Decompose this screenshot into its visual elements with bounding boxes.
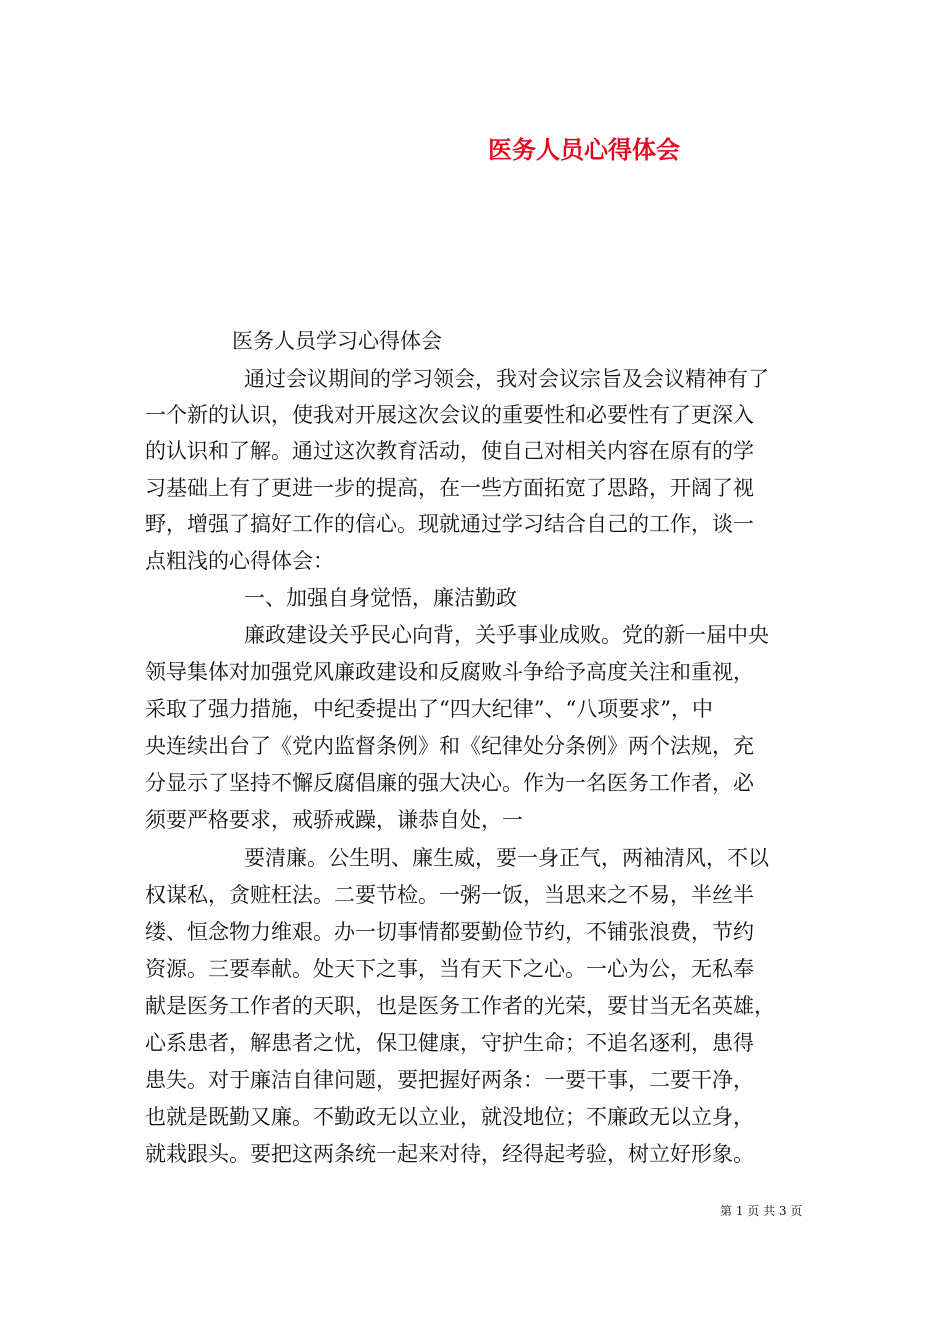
subtitle-line: 医务人员学习心得体会 — [232, 329, 442, 353]
body-line: 领导集体对加强党风廉政建设和反腐败斗争给予高度关注和重视， — [145, 660, 754, 684]
body-line: 的认识和了解。通过这次教育活动，使自己对相关内容在原有的学 — [145, 439, 754, 463]
body-line: 要清廉。公生明、廉生威，要一身正气，两袖清风，不以 — [244, 846, 769, 870]
body-line: 患失。对于廉洁自律问题，要把握好两条：一要干事，二要干净， — [145, 1068, 754, 1092]
body-line: 央连续出台了《党内监督条例》和《纪律处分条例》两个法规，充 — [145, 734, 754, 758]
body-line: 分显示了坚持不懈反腐倡廉的强大决心。作为一名医务工作者，必 — [145, 771, 754, 795]
document-title: 医务人员心得体会 — [488, 135, 680, 164]
body-line: 野，增强了搞好工作的信心。现就通过学习结合自己的工作，谈一 — [145, 512, 754, 536]
page-footer: 第 1 页 共 3 页 — [720, 1204, 803, 1218]
body-line: 通过会议期间的学习领会，我对会议宗旨及会议精神有了 — [244, 367, 769, 391]
body-line: 权谋私，贪赃枉法。二要节检。一粥一饭，当思来之不易，半丝半 — [145, 883, 754, 907]
body-line: 献是医务工作者的天职，也是医务工作者的光荣，要甘当无名英雄， — [145, 994, 775, 1018]
body-line: 采取了强力措施，中纪委提出了“四大纪律”、“八项要求”，中 — [145, 697, 713, 721]
body-line: 心系患者，解患者之忧，保卫健康，守护生命；不追名逐利，患得 — [145, 1031, 754, 1055]
body-line: 资源。三要奉献。处天下之事，当有天下之心。一心为公，无私奉 — [145, 957, 754, 981]
body-line: 廉政建设关乎民心向背，关乎事业成败。党的新一届中央 — [244, 623, 769, 647]
body-line: 习基础上有了更进一步的提高，在一些方面拓宽了思路，开阔了视 — [145, 476, 754, 500]
body-line: 点粗浅的心得体会： — [145, 549, 334, 573]
body-line: 也就是既勤又廉。不勤政无以立业，就没地位；不廉政无以立身， — [145, 1105, 754, 1129]
body-line: 须要严格要求，戒骄戒躁，谦恭自处，一 — [145, 808, 523, 832]
body-line: 就栽跟头。要把这两条统一起来对待，经得起考验，树立好形象。 — [145, 1142, 754, 1166]
body-line: 一个新的认识，使我对开展这次会议的重要性和必要性有了更深入 — [145, 403, 754, 427]
body-line: 缕、恒念物力维艰。办一切事情都要勤俭节约，不铺张浪费，节约 — [145, 920, 754, 944]
section-heading: 一、加强自身觉悟，廉洁勤政 — [244, 586, 517, 610]
